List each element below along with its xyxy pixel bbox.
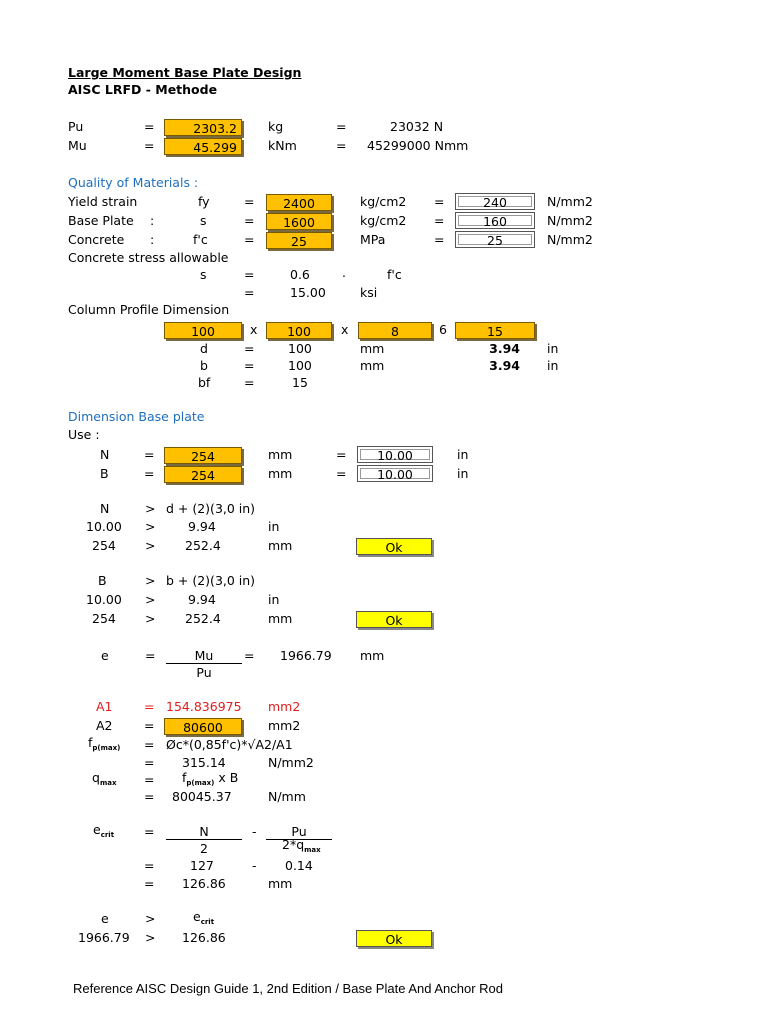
eq-sign: = bbox=[336, 466, 347, 481]
a2-input[interactable]: 80600 bbox=[164, 718, 242, 735]
a2-label: A2 bbox=[96, 718, 113, 733]
column-heading: Column Profile Dimension bbox=[68, 302, 230, 317]
page-title: Large Moment Base Plate Design bbox=[68, 65, 302, 80]
eq-sign: = bbox=[336, 138, 347, 153]
material-unit: kg/cm2 bbox=[360, 194, 407, 209]
column-value: 100 bbox=[288, 341, 312, 356]
material-symbol: fy bbox=[198, 194, 210, 209]
check-in-left: 10.00 bbox=[86, 592, 122, 607]
colon: : bbox=[150, 213, 155, 228]
material-conv-unit: N/mm2 bbox=[547, 194, 593, 209]
eq-sign: = bbox=[336, 119, 347, 134]
mu-label: Mu bbox=[68, 138, 87, 153]
ecrit-symbol: $e_{crit}$ bbox=[93, 822, 115, 839]
eq-sign: = bbox=[244, 194, 255, 209]
plate-heading: Dimension Base plate bbox=[68, 409, 205, 424]
check-in-left: 10.00 bbox=[86, 519, 122, 534]
ecrit-value: 126.86 bbox=[182, 876, 226, 891]
check-in-unit: in bbox=[268, 592, 280, 607]
check-mm-left: 254 bbox=[92, 611, 116, 626]
material-symbol: f'c bbox=[193, 232, 208, 247]
fraction-line bbox=[166, 839, 242, 840]
eq-sign: = bbox=[144, 858, 155, 873]
material-unit: kg/cm2 bbox=[360, 213, 407, 228]
a1-unit: mm2 bbox=[268, 699, 301, 714]
material-unit: MPa bbox=[360, 232, 386, 247]
ecrit-num1: N bbox=[199, 824, 209, 839]
allowable-fc: f'c bbox=[387, 267, 402, 282]
minus-sign: - bbox=[252, 858, 257, 873]
page-subtitle: AISC LRFD - Methode bbox=[68, 82, 218, 97]
eq-sign: = bbox=[144, 789, 155, 804]
check-n-status: Ok bbox=[356, 538, 432, 555]
eq-sign: = bbox=[434, 194, 445, 209]
material-label: Concrete bbox=[68, 232, 125, 247]
minus-sign: - bbox=[252, 824, 257, 839]
s-converted: 160 bbox=[455, 212, 535, 229]
eq-sign: = bbox=[434, 232, 445, 247]
material-conv-unit: N/mm2 bbox=[547, 213, 593, 228]
column-dim-input[interactable]: 8 bbox=[358, 322, 432, 339]
column-unit: mm bbox=[360, 341, 385, 356]
ecc-symbol: e bbox=[101, 648, 109, 663]
gt-sign: > bbox=[145, 930, 156, 945]
eq-sign: = bbox=[144, 755, 155, 770]
pu-converted: 23032 N bbox=[390, 119, 444, 134]
n-inch: 10.00 bbox=[357, 446, 433, 463]
fraction-line bbox=[166, 663, 242, 664]
n-input[interactable]: 254 bbox=[164, 447, 242, 464]
pu-unit: kg bbox=[268, 119, 284, 134]
ecrit-unit: mm bbox=[268, 876, 293, 891]
eq-sign: = bbox=[144, 876, 155, 891]
fc-input[interactable]: 25 bbox=[266, 232, 332, 249]
ecrit-v1: 127 bbox=[190, 858, 214, 873]
use-label: Use : bbox=[68, 427, 100, 442]
ecc-numerator: Mu bbox=[194, 648, 214, 663]
n-label: N bbox=[100, 447, 110, 462]
a2-unit: mm2 bbox=[268, 718, 301, 733]
ecrit-den1: 2 bbox=[200, 841, 208, 856]
material-conv-unit: N/mm2 bbox=[547, 232, 593, 247]
fp-formula: Øc*(0,85f'c)*√A2/A1 bbox=[166, 737, 293, 752]
eq-sign: = bbox=[145, 648, 156, 663]
eq-sign: = bbox=[144, 718, 155, 733]
allowable-label: Concrete stress allowable bbox=[68, 250, 229, 265]
column-value: 100 bbox=[288, 358, 312, 373]
fp-symbol: $f_{p(max)}$ bbox=[88, 735, 121, 752]
times-sign: x bbox=[341, 322, 349, 337]
material-symbol: s bbox=[200, 213, 207, 228]
n-unit: mm bbox=[268, 447, 293, 462]
allowable-unit: ksi bbox=[360, 285, 378, 300]
check-mm-right: 252.4 bbox=[185, 611, 221, 626]
fp-unit: N/mm2 bbox=[268, 755, 314, 770]
eq-sign: = bbox=[244, 213, 255, 228]
column-symbol: bf bbox=[198, 375, 211, 390]
final-rval: 126.86 bbox=[182, 930, 226, 945]
check-mm-left: 254 bbox=[92, 538, 116, 553]
check-mm-right: 252.4 bbox=[185, 538, 221, 553]
mu-input[interactable]: 45.299 bbox=[164, 138, 242, 155]
eq-sign: = bbox=[244, 648, 255, 663]
eq-sign: = bbox=[244, 358, 255, 373]
q-symbol: $q_{max}$ bbox=[92, 770, 117, 787]
dot: . bbox=[342, 265, 346, 280]
check-in-right: 9.94 bbox=[188, 592, 216, 607]
eq-sign: = bbox=[434, 213, 445, 228]
check-rhs: b + (2)(3,0 in) bbox=[166, 573, 256, 588]
b-unit: mm bbox=[268, 466, 293, 481]
column-symbol: b bbox=[200, 358, 208, 373]
gt-sign: > bbox=[145, 611, 156, 626]
colon: : bbox=[150, 232, 155, 247]
eq-sign: = bbox=[144, 772, 155, 787]
check-in-unit: in bbox=[268, 519, 280, 534]
allowable-value: 15.00 bbox=[290, 285, 326, 300]
eq-sign: = bbox=[244, 232, 255, 247]
check-in-right: 9.94 bbox=[188, 519, 216, 534]
eq-sign: = bbox=[144, 737, 155, 752]
ecrit-num2: Pu bbox=[291, 824, 307, 839]
q-unit: N/mm bbox=[268, 789, 306, 804]
pu-input[interactable]: 2303.2 bbox=[164, 119, 242, 136]
final-lval: 1966.79 bbox=[78, 930, 130, 945]
eq-sign: = bbox=[144, 466, 155, 481]
column-inch: 3.94 bbox=[489, 358, 520, 373]
check-lhs: N bbox=[100, 501, 110, 516]
s-input[interactable]: 1600 bbox=[266, 213, 332, 230]
eq-sign: = bbox=[336, 447, 347, 462]
final-status: Ok bbox=[356, 930, 432, 947]
ecc-denominator: Pu bbox=[196, 665, 212, 680]
check-mm-unit: mm bbox=[268, 611, 293, 626]
times-sign: x bbox=[250, 322, 258, 337]
column-inch-unit: in bbox=[547, 358, 559, 373]
eq-sign: = bbox=[244, 341, 255, 356]
b-inch: 10.00 bbox=[357, 465, 433, 482]
check-mm-unit: mm bbox=[268, 538, 293, 553]
column-symbol: d bbox=[200, 341, 208, 356]
b-input[interactable]: 254 bbox=[164, 466, 242, 483]
column-dim-input[interactable]: 100 bbox=[164, 322, 242, 339]
mu-converted: 45299000 Nmm bbox=[367, 138, 469, 153]
column-dim-input[interactable]: 15 bbox=[455, 322, 535, 339]
material-label: Base Plate bbox=[68, 213, 134, 228]
final-rhs: $e_{crit}$ bbox=[193, 909, 215, 926]
eq-sign: = bbox=[144, 138, 155, 153]
material-label: Yield strain bbox=[68, 194, 138, 209]
check-lhs: B bbox=[98, 573, 107, 588]
materials-heading: Quality of Materials : bbox=[68, 175, 199, 190]
check-rhs: d + (2)(3,0 in) bbox=[166, 501, 256, 516]
eq-sign: = bbox=[144, 699, 155, 714]
column-inch-unit: in bbox=[547, 341, 559, 356]
gt-sign: > bbox=[145, 538, 156, 553]
separator: 6 bbox=[439, 322, 447, 337]
gt-sign: > bbox=[145, 573, 156, 588]
mu-unit: kNm bbox=[268, 138, 297, 153]
ecrit-den2: $2*q_{max}$ bbox=[282, 837, 321, 854]
gt-sign: > bbox=[145, 501, 156, 516]
final-lhs: e bbox=[101, 911, 109, 926]
eq-sign: = bbox=[244, 285, 255, 300]
ecc-unit: mm bbox=[360, 648, 385, 663]
n-inch-unit: in bbox=[457, 447, 469, 462]
q-formula: $f_{p(max)}$ x B bbox=[182, 770, 239, 787]
column-value: 15 bbox=[292, 375, 308, 390]
eq-sign: = bbox=[144, 119, 155, 134]
reference-footer: Reference AISC Design Guide 1, 2nd Edition / Base Plate And Anchor Rod bbox=[73, 981, 503, 996]
a1-label: A1 bbox=[96, 699, 113, 714]
b-inch-unit: in bbox=[457, 466, 469, 481]
eq-sign: = bbox=[244, 375, 255, 390]
a1-value: 154.836975 bbox=[166, 699, 242, 714]
eq-sign: = bbox=[244, 267, 255, 282]
b-label: B bbox=[100, 466, 109, 481]
allowable-symbol: s bbox=[200, 267, 207, 282]
ecrit-v2: 0.14 bbox=[285, 858, 313, 873]
column-inch: 3.94 bbox=[489, 341, 520, 356]
fy-converted: 240 bbox=[455, 193, 535, 210]
gt-sign: > bbox=[145, 519, 156, 534]
fy-input[interactable]: 2400 bbox=[266, 194, 332, 211]
eq-sign: = bbox=[144, 824, 155, 839]
pu-label: Pu bbox=[68, 119, 84, 134]
check-b-status: Ok bbox=[356, 611, 432, 628]
column-unit: mm bbox=[360, 358, 385, 373]
fp-value: 315.14 bbox=[182, 755, 226, 770]
q-value: 80045.37 bbox=[172, 789, 232, 804]
fc-converted: 25 bbox=[455, 231, 535, 248]
column-dim-input[interactable]: 100 bbox=[266, 322, 332, 339]
allowable-factor: 0.6 bbox=[290, 267, 310, 282]
ecc-value: 1966.79 bbox=[280, 648, 332, 663]
eq-sign: = bbox=[144, 447, 155, 462]
gt-sign: > bbox=[145, 592, 156, 607]
gt-sign: > bbox=[145, 911, 156, 926]
